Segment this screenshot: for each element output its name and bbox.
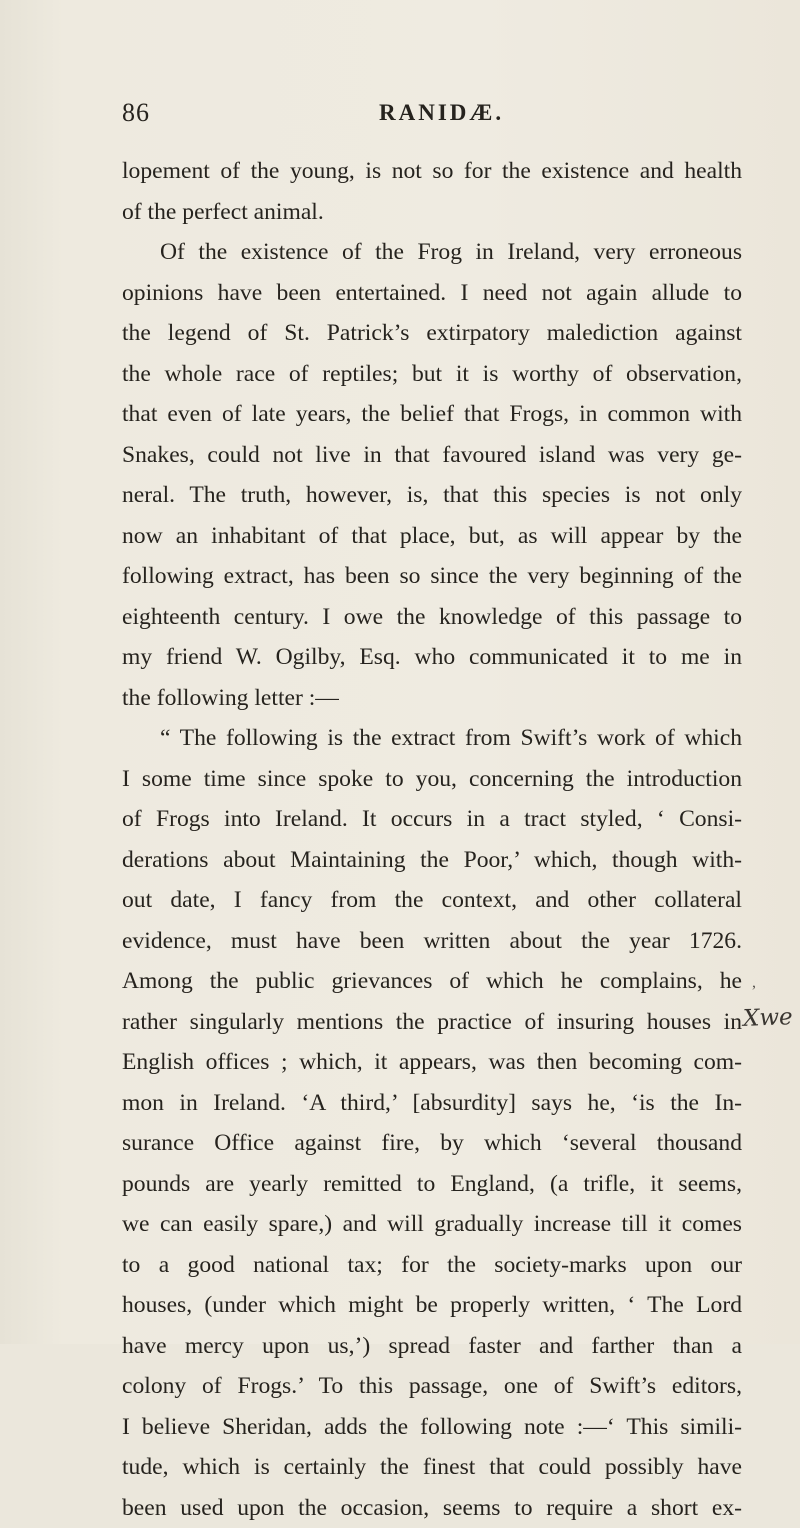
text-line: opinions have been entertained. I need not again allude to — [122, 273, 742, 314]
text-line: Among the public grievances of which he complains, he — [122, 961, 742, 1002]
text-line: my friend W. Ogilby, Esq. who communicated it to me in — [122, 637, 742, 678]
handwritten-margin-note: Xwe — [743, 1004, 794, 1032]
text-line: derations about Maintaining the Poor,’ which, though with- — [122, 840, 742, 881]
margin-mark: , — [752, 974, 756, 992]
text-line: English offices ; which, it appears, was then becoming com- — [122, 1042, 742, 1083]
text-line: following extract, has been so since the very beginning of the — [122, 556, 742, 597]
text-line: neral. The truth, however, is, that this species is not only — [122, 475, 742, 516]
text-line: evidence, must have been written about the year 1726. — [122, 921, 742, 962]
text-line: I believe Sheridan, adds the following note :—‘ This simili- — [122, 1407, 742, 1448]
page-header — [122, 98, 742, 132]
text-line: Snakes, could not live in that favoured island was very ge- — [122, 435, 742, 476]
text-line: now an inhabitant of that place, but, as will appear by the — [122, 516, 742, 557]
text-line: pounds are yearly remitted to England, (a trifle, it seems, — [122, 1164, 742, 1205]
text-line: to a good national tax; for the society-marks upon our — [122, 1245, 742, 1286]
text-line: the whole race of reptiles; but it is worthy of observation, — [122, 354, 742, 395]
text-line: out date, I fancy from the context, and other collateral — [122, 880, 742, 921]
text-line: houses, (under which might be properly written, ‘ The Lord — [122, 1285, 742, 1326]
text-line: eighteenth century. I owe the knowledge of this passage to — [122, 597, 742, 638]
text-line: the legend of St. Patrick’s extirpatory malediction against — [122, 313, 742, 354]
text-line: lopement of the young, is not so for the existence and health — [122, 151, 742, 192]
text-line: the following letter :— — [122, 678, 742, 719]
text-line: “ The following is the extract from Swift’s work of which — [122, 718, 742, 759]
text-line: colony of Frogs.’ To this passage, one of Swift’s editors, — [122, 1366, 742, 1407]
text-line: of Frogs into Ireland. It occurs in a tract styled, ‘ Consi- — [122, 799, 742, 840]
text-line: I some time since spoke to you, concerning the introduction — [122, 759, 742, 800]
running-head: RANIDÆ. — [379, 100, 504, 126]
page-number: 86 — [122, 98, 150, 128]
text-line: tude, which is certainly the finest that could possibly have — [122, 1447, 742, 1488]
text-line: Of the existence of the Frog in Ireland, very erroneous — [122, 232, 742, 273]
text-line: rather singularly mentions the practice of insuring houses in — [122, 1002, 742, 1043]
body-text — [122, 151, 742, 1528]
text-line: have mercy upon us,’) spread faster and farther than a — [122, 1326, 742, 1367]
text-line: surance Office against fire, by which ‘several thousand — [122, 1123, 742, 1164]
text-line: we can easily spare,) and will gradually increase till it comes — [122, 1204, 742, 1245]
text-line: been used upon the occasion, seems to require a short ex- — [122, 1488, 742, 1528]
text-line: of the perfect animal. — [122, 192, 742, 233]
text-line: mon in Ireland. ‘A third,’ [absurdity] says he, ‘is the In- — [122, 1083, 742, 1124]
text-line: that even of late years, the belief that Frogs, in common with — [122, 394, 742, 435]
